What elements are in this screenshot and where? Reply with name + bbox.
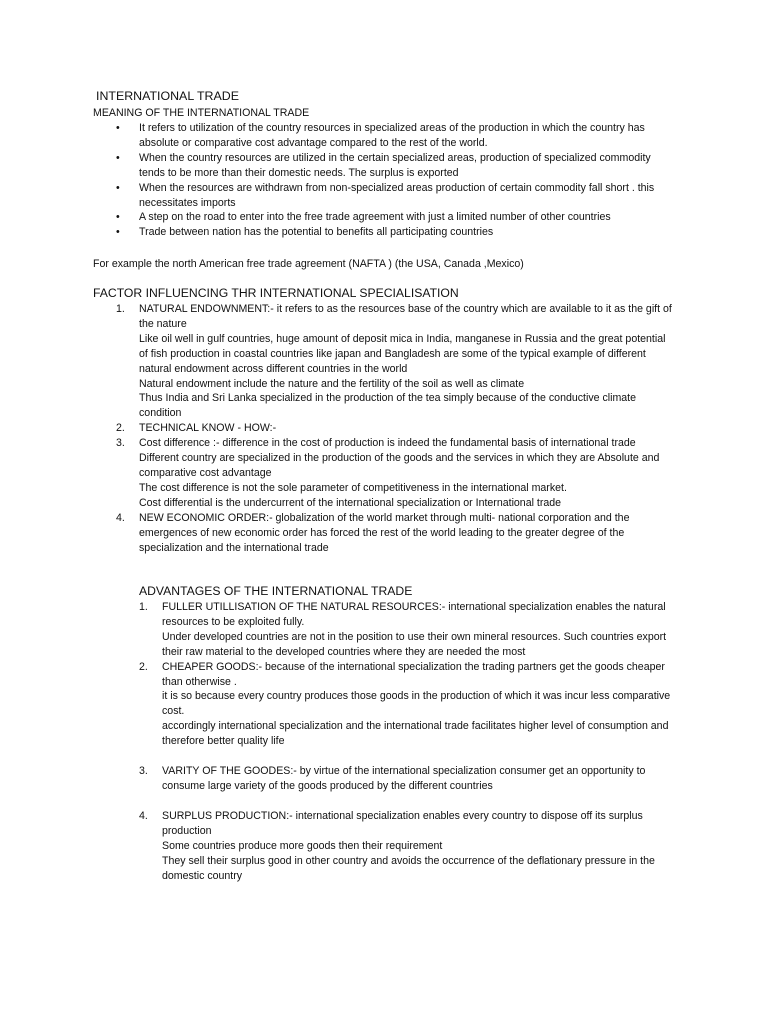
list-item <box>116 302 674 421</box>
section-heading-factors: FACTOR INFLUENCING THR INTERNATIONAL SPECIALISATION <box>93 286 459 300</box>
item-paragraph: Different country are specialized in the production of the goods and the services in which they are Absolute and comparative cost advantage <box>139 452 660 479</box>
list-item <box>139 809 672 884</box>
list-item <box>139 660 672 749</box>
section-heading-meaning: MEANING OF THE INTERNATIONAL TRADE <box>93 107 310 119</box>
item-number: 3. <box>139 765 148 778</box>
item-paragraph: Thus India and Sri Lanka specialized in the production of the tea simply because of the conductive climate condition <box>139 392 637 420</box>
document-title: INTERNATIONAL TRADE <box>96 89 239 103</box>
item-number: 1. <box>139 601 148 613</box>
item-paragraph: NATURAL ENDOWNMENT:- it refers to as the resources base of the country which are available to it as the gift of the nature <box>139 303 672 330</box>
list-item <box>139 600 672 660</box>
list-item <box>116 436 674 511</box>
item-paragraph: Cost differential is the undercurrent of the international specialization or International trade <box>139 496 562 509</box>
item-number: 1. <box>116 303 125 315</box>
bullet-item: • Trade between nation has the potential to benefits all participating countries <box>139 225 659 240</box>
item-paragraph: Cost difference :- difference in the cost of production is indeed the fundamental basis of international trade <box>139 437 636 450</box>
item-paragraph: NEW ECONOMIC ORDER:- globalization of the world market through multi- national corporation and the emergences of new economic order has forced the rest of the world leading to the greater degree of the specialization and the international trade <box>139 511 630 554</box>
list-item <box>116 421 674 436</box>
item-paragraph: Under developed countries are not in the position to use their own mineral resources. Such countries export their raw material to the developed countries where they are needed the most <box>162 630 667 658</box>
item-paragraph: Natural endowment include the nature and the fertility of the soil as well as climate <box>139 377 525 390</box>
item-paragraph: FULLER UTILLISATION OF THE NATURAL RESOURCES:- international specialization enables the natural resources to be exploited fully. <box>162 601 666 628</box>
bullet-item: • It refers to utilization of the country resources in specialized areas of the production in which the country has absolute or comparative cost advantage compared to the rest of the world. <box>139 121 659 151</box>
list-item <box>116 511 674 556</box>
item-paragraph: Like oil well in gulf countries, huge amount of deposit mica in India, manganese in Russia and the great potential of fish production in coastal countries like japan and Bangladesh are some of the typical example of different natural endowment across different countries in the world <box>139 332 666 375</box>
item-number: 3. <box>116 437 125 450</box>
factor-list <box>116 302 674 555</box>
bullet-item: • When the resources are withdrawn from non-specialized areas production of certain commodity fall short . this necessitates imports <box>139 181 659 211</box>
list-item <box>139 764 672 794</box>
item-paragraph: SURPLUS PRODUCTION:- international specialization enables every country to dispose off its surplus production <box>162 809 643 837</box>
item-number: 4. <box>116 511 125 524</box>
item-paragraph: Some countries produce more goods then their requirement <box>162 839 443 852</box>
section-heading-advantages: ADVANTAGES OF THE INTERNATIONAL TRADE <box>139 584 413 598</box>
meaning-bullet-list <box>139 121 659 240</box>
item-number: 2. <box>139 660 148 673</box>
item-paragraph: VARITY OF THE GOODES:- by virtue of the international specialization consumer get an opportunity to consume large variety of the goods produced by the different countries <box>162 765 646 792</box>
item-paragraph: The cost difference is not the sole parameter of competitiveness in the international market. <box>139 481 567 494</box>
item-paragraph: CHEAPER GOODS:- because of the international specialization the trading partners get the goods cheaper than otherwise . <box>162 660 665 688</box>
item-paragraph: accordingly international specialization and the international trade facilitates higher level of consumption and therefore better quality life <box>162 720 669 748</box>
example-paragraph: For example the north American free trade agreement (NAFTA ) (the USA, Canada ,Mexico) <box>93 258 524 270</box>
advantage-list <box>139 600 672 883</box>
item-paragraph: it is so because every country produces those goods in the production of which it was incur less comparative cost. <box>162 690 671 718</box>
bullet-item: • A step on the road to enter into the free trade agreement with just a limited number of other countries <box>139 210 659 225</box>
item-paragraph: They sell their surplus good in other country and avoids the occurrence of the deflationary pressure in the domestic country <box>162 854 655 882</box>
bullet-item: • When the country resources are utilized in the certain specialized areas, production of specialized commodity tends to be more than their domestic needs. The surplus is exported <box>139 151 659 181</box>
item-number: 4. <box>139 809 148 822</box>
item-number: 2. <box>116 422 125 435</box>
item-paragraph: TECHNICAL KNOW - HOW:- <box>139 422 277 435</box>
